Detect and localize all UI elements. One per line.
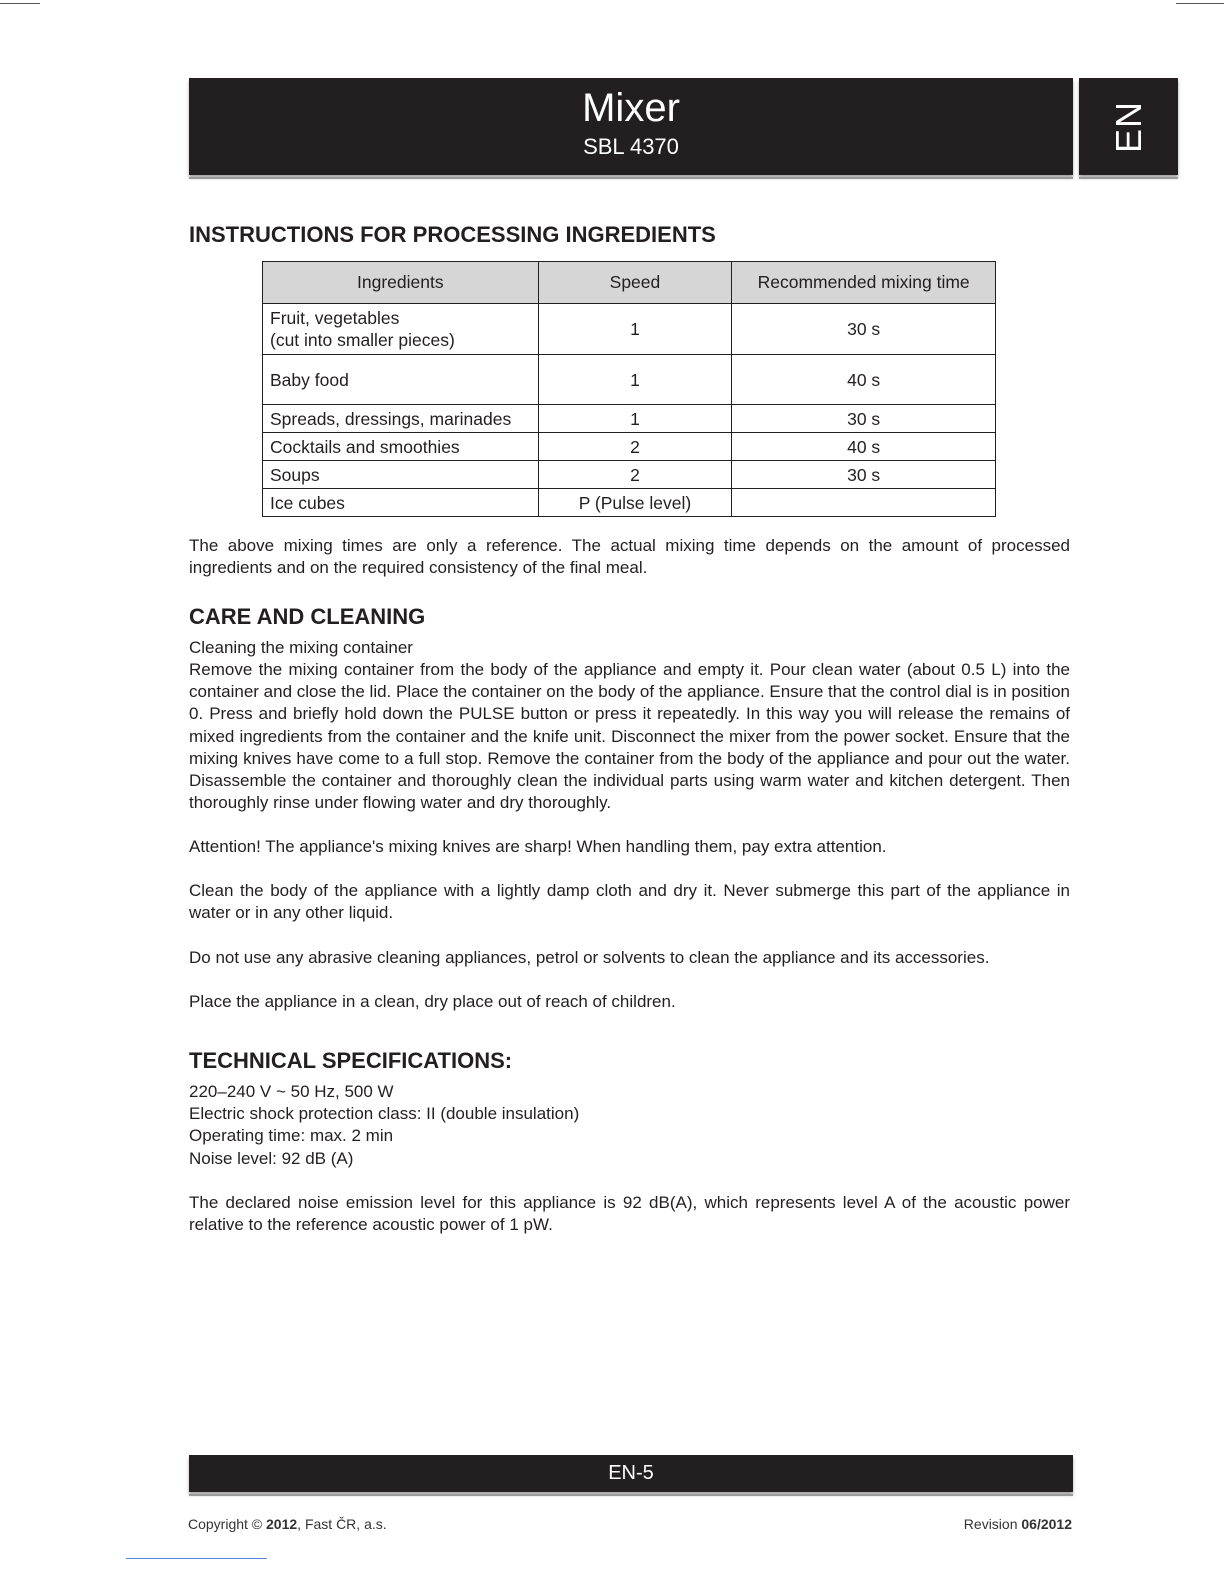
- page-number: EN-5: [608, 1462, 654, 1484]
- body-cleaning-paragraph: Clean the body of the appliance with a lightly damp cloth and dry it. Never submerge this part of the appliance in water or in any other liquid.: [189, 881, 1070, 923]
- cleaning-instructions: Remove the mixing container from the body of the appliance and empty it. Pour clean water (about 0.5 L) into the container and close the lid. Place the container on the body of the appliance. Ensure that the control dial is in position 0. Press and briefly hold down the PULSE button or press it repeatedly. In this way you will release the remains of mixed ingredients from the container and the knife unit. Disconnect the mixer from the power socket. Ensure that the mixing knives have come to a full stop. Remove the container from the body of the appliance and pour out the water. Disassemble the container and thoroughly clean the individual parts using warm water and kitchen detergent. Then thoroughly rinse under flowing water and dry thoroughly.: [189, 660, 1070, 813]
- ingredient-name: Fruit, vegetables: [270, 308, 400, 328]
- time-cell: 30 s: [732, 461, 996, 489]
- time-cell: 30 s: [732, 405, 996, 433]
- table-row: [263, 405, 996, 433]
- bottom-link-underline: [126, 1558, 267, 1559]
- column-header: Ingredients: [263, 262, 539, 304]
- care-subheading: Cleaning the mixing container: [189, 638, 413, 657]
- storage-instruction: Place the appliance in a clean, dry place out of reach of children.: [189, 992, 676, 1011]
- header-underline: [189, 177, 1073, 179]
- revision-info: [964, 1516, 1072, 1532]
- speed-cell: P (Pulse level): [538, 489, 732, 517]
- language-tab-underline: [1079, 177, 1178, 179]
- page-title: Mixer: [582, 86, 680, 130]
- spec-line: Electric shock protection class: II (double insulation): [189, 1104, 580, 1123]
- table-row: [263, 461, 996, 489]
- ingredient-cell: Cocktails and smoothies: [263, 433, 539, 461]
- attention-warning: Attention! The appliance's mixing knives are sharp! When handling them, pay extra attention.: [189, 837, 887, 856]
- copyright-company: , Fast ČR, a.s.: [297, 1516, 387, 1532]
- footer-underline: [189, 1494, 1073, 1496]
- ingredients-heading: INSTRUCTIONS FOR PROCESSING INGREDIENTS: [189, 222, 716, 247]
- abrasive-warning: Do not use any abrasive cleaning appliances, petrol or solvents to clean the appliance and its accessories.: [189, 948, 990, 967]
- copyright-year: 2012: [266, 1516, 298, 1532]
- table-row: [263, 433, 996, 461]
- speed-cell: 1: [538, 355, 732, 405]
- table-row: [263, 489, 996, 517]
- speed-cell: 2: [538, 461, 732, 489]
- time-cell: 40 s: [732, 433, 996, 461]
- copyright-notice: [188, 1516, 387, 1532]
- language-tab: [1079, 78, 1178, 175]
- copyright-prefix: Copyright ©: [188, 1516, 267, 1532]
- ingredient-cell: Baby food: [263, 355, 539, 405]
- care-heading: CARE AND CLEANING: [189, 604, 426, 629]
- spec-line: Noise level: 92 dB (A): [189, 1149, 354, 1168]
- language-tab-label: EN: [1107, 100, 1149, 153]
- crop-mark-right: [1176, 3, 1224, 4]
- spec-line: 220–240 V ~ 50 Hz, 500 W: [189, 1082, 394, 1101]
- crop-mark-left: [0, 3, 40, 4]
- page-header: [189, 78, 1073, 175]
- table-row: [263, 304, 996, 355]
- ingredient-cell: Ice cubes: [263, 489, 539, 517]
- time-cell: [732, 489, 996, 517]
- ingredient-cell: Soups: [263, 461, 539, 489]
- revision-value: 06/2012: [1021, 1516, 1072, 1532]
- noise-statement: The declared noise emission level for this appliance is 92 dB(A), which represents level A of the acoustic power relative to the reference acoustic power of 1 pW.: [189, 1193, 1070, 1235]
- page-footer: [189, 1455, 1073, 1492]
- ingredient-note: (cut into smaller pieces): [270, 330, 455, 350]
- revision-label: Revision: [963, 1516, 1022, 1532]
- table-row: [263, 355, 996, 405]
- ingredient-cell: [263, 304, 539, 355]
- model-number: SBL 4370: [583, 134, 679, 159]
- table-header-row: [263, 262, 996, 304]
- spec-line: Operating time: max. 2 min: [189, 1126, 394, 1145]
- tech-heading: TECHNICAL SPECIFICATIONS:: [189, 1048, 513, 1073]
- time-cell: 30 s: [732, 304, 996, 355]
- mixing-time-note: The above mixing times are only a reference. The actual mixing time depends on the amount of processed ingredients and on the required consistency of the final meal.: [189, 536, 1070, 578]
- ingredients-table: [262, 261, 996, 517]
- speed-cell: 1: [538, 405, 732, 433]
- speed-cell: 2: [538, 433, 732, 461]
- time-cell: 40 s: [732, 355, 996, 405]
- column-header: Speed: [538, 262, 732, 304]
- ingredient-cell: Spreads, dressings, marinades: [263, 405, 539, 433]
- column-header: Recommended mixing time: [732, 262, 996, 304]
- speed-cell: 1: [538, 304, 732, 355]
